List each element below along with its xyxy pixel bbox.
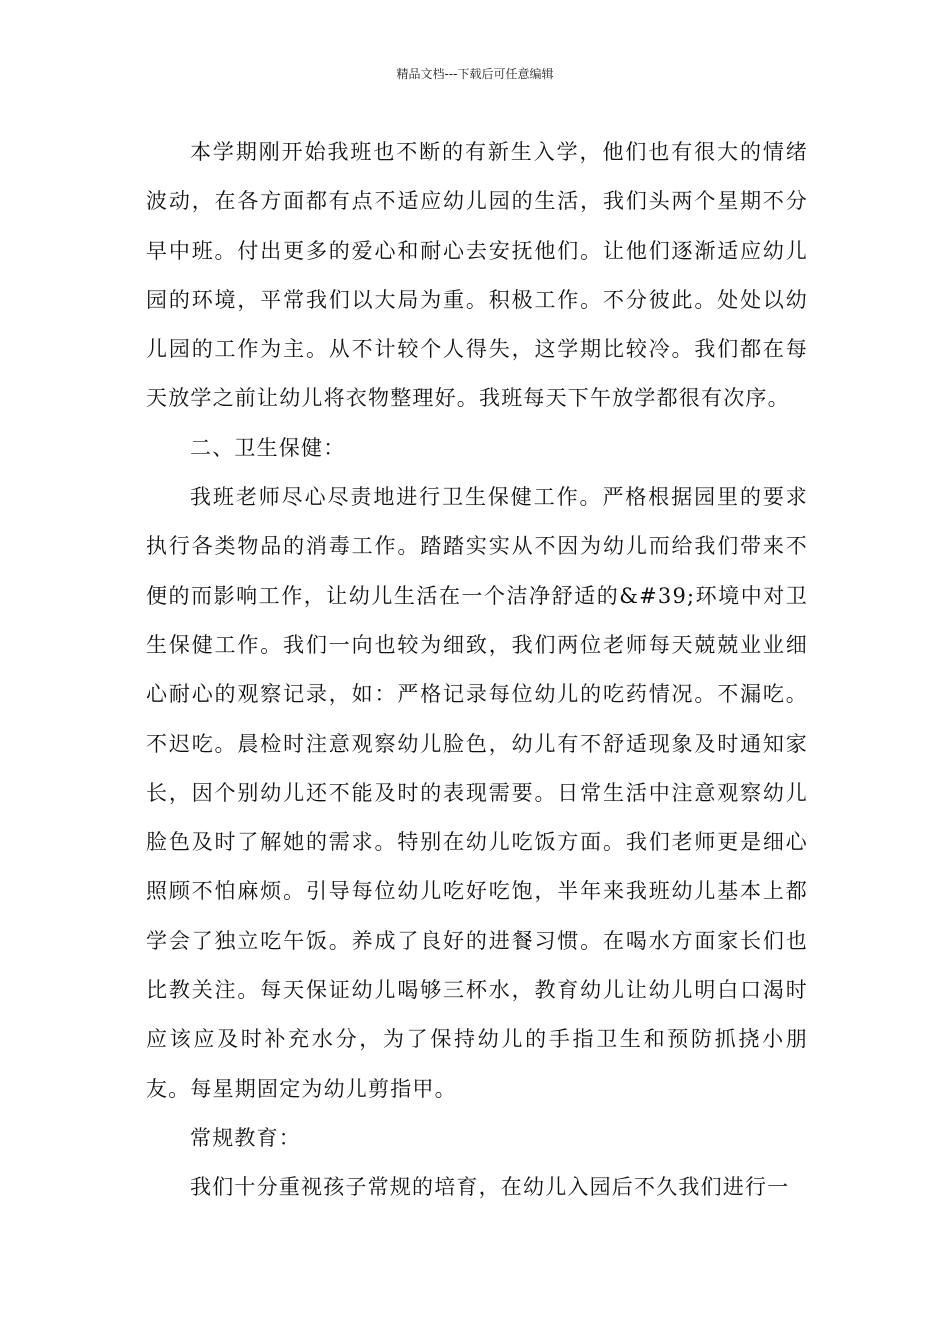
page-header: 精品文档---下载后可任意编辑 — [396, 67, 554, 81]
paragraph-hygiene: 我班老师尽心尽责地进行卫生保健工作。严格根据园里的要求执行各类物品的消毒工作。踏踏实实从不因为幼儿而给我们带来不便的而影响工作，让幼儿生活在一个洁净舒适的&#39;环境中对卫生保健工作。我们一向也较为细致，我们两位老师每天兢兢业业细心耐心的观察记录，如：严格记录每位幼儿的吃药情况。不漏吃。不迟吃。晨检时注意观察幼儿脸色，幼儿有不舒适现象及时通知家长，因个别幼儿还不能及时的表现需要。日常生活中注意观察幼儿脸色及时了解她的需求。特别在幼儿吃饭方面。我们老师更是细心照顾不怕麻烦。引导每位幼儿吃好吃饱，半年来我班幼儿基本上都学会了独立吃午饭。养成了良好的进餐习惯。在喝水方面家长们也比教关注。每天保证幼儿喝够三杯水，教育幼儿让幼儿明白口渴时应该应及时补充水分，为了保持幼儿的手指卫生和预防抓挠小朋友。每星期固定为幼儿剪指甲。 — [146, 485, 808, 1101]
section-heading-hygiene: 二、卫生保健： — [190, 435, 346, 460]
section-heading-routine-education: 常规教育： — [190, 1125, 301, 1150]
paragraph-routine-education: 我们十分重视孩子常规的培育，在幼儿入园后不久我们进行一 — [190, 1175, 790, 1200]
document-body — [146, 128, 808, 1213]
paragraph-new-students: 本学期刚开始我班也不断的有新生入学，他们也有很大的情绪波动，在各方面都有点不适应幼儿园的生活，我们头两个星期不分早中班。付出更多的爱心和耐心去安抚他们。让他们逐渐适应幼儿园的环境，平常我们以大局为重。积极工作。不分彼此。处处以幼儿园的工作为主。从不计较个人得失，这学期比较冷。我们都在每天放学之前让幼儿将衣物整理好。我班每天下午放学都很有次序。 — [146, 140, 808, 411]
